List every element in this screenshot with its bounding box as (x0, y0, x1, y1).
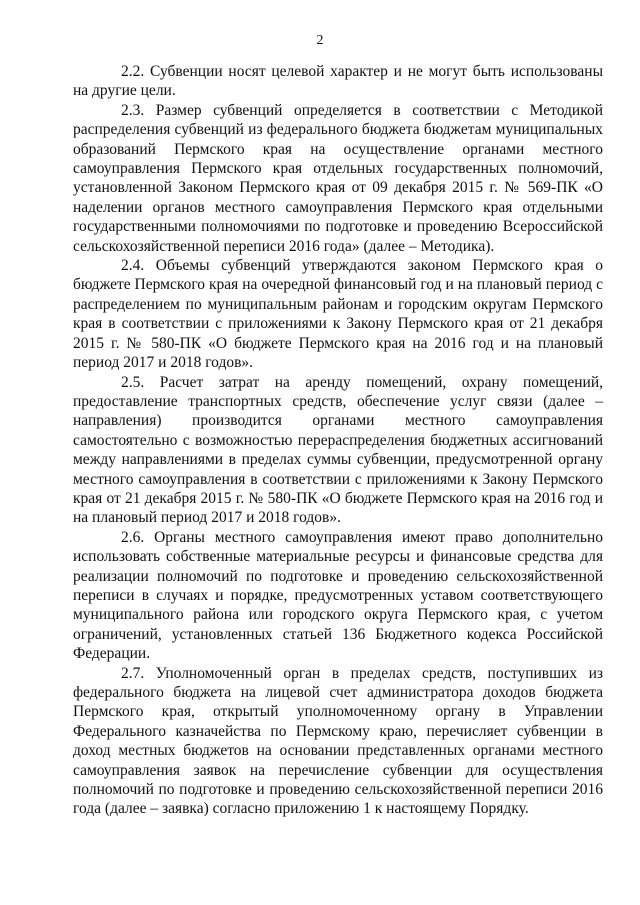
page-number: 2 (316, 33, 324, 48)
paragraph-2-3: 2.3. Размер субвенций определяется в соответствии с Методикой распределения субвенций из федерального бюджета бюджетам муниципальных образований Пермского края на осуществление органами местного самоуправления Пермского края отдельных государственных полномочий, установленной Законом Пермского края от 09 декабря 2015 г. № 569-ПК «О наделении органов местного самоуправления Пермского края отдельными государственными полномочиями по подготовке и проведению Всероссийской сельскохозяйственной переписи 2016 года» (далее – Методика). (73, 101, 603, 255)
paragraph-2-2: 2.2. Субвенции носят целевой характер и не могут быть использованы на другие цели. (73, 63, 603, 100)
document-body (73, 62, 603, 819)
paragraph-2-4: 2.4. Объемы субвенций утверждаются законом Пермского края о бюджете Пермского края на очередной финансовый год и на плановый период с распределением по муниципальным районам и городским округам Пермского края в соответствии с приложениями к Закону Пермского края от 21 декабря 2015 г. № 580-ПК «О бюджете Пермского края на 2016 год и на плановый период 2017 и 2018 годов». (73, 257, 603, 372)
paragraph-2-7: 2.7. Уполномоченный орган в пределах средств, поступивших из федерального бюджета на лицевой счет администратора доходов бюджета Пермского края, открытый уполномоченному органу в Управлении Федерального казначейства по Пермскому краю, перечисляет субвенции в доход местных бюджетов на основании представленных органами местного самоуправления заявок на перечисление субвенции для осуществления полномочий по подготовке и проведению сельскохозяйственной переписи 2016 года (далее – заявка) согласно приложению 1 к настоящему Порядку. (73, 664, 603, 818)
paragraph-2-5: 2.5. Расчет затрат на аренду помещений, охрану помещений, предоставление транспортных средств, обеспечение услуг связи (далее – направления) производится органами местного самоуправления самостоятельно с возможностью перераспределения бюджетных ассигнований между направлениями в пределах суммы субвенции, предусмотренной органу местного самоуправления в соответствии с приложениями к Закону Пермского края от 21 декабря 2015 г. № 580-ПК «О бюджете Пермского края на 2016 год и на плановый период 2017 и 2018 годов». (73, 373, 603, 527)
paragraph-2-6: 2.6. Органы местного самоуправления имеют право дополнительно использовать собственные материальные ресурсы и финансовые средства для реализации полномочий по подготовке и проведению сельскохозяйственной переписи в случаях и порядке, предусмотренных уставом соответствующего муниципального района или городского округа Пермского края, с учетом ограничений, установленных статьей 136 Бюджетного кодекса Российской Федерации. (73, 528, 603, 663)
